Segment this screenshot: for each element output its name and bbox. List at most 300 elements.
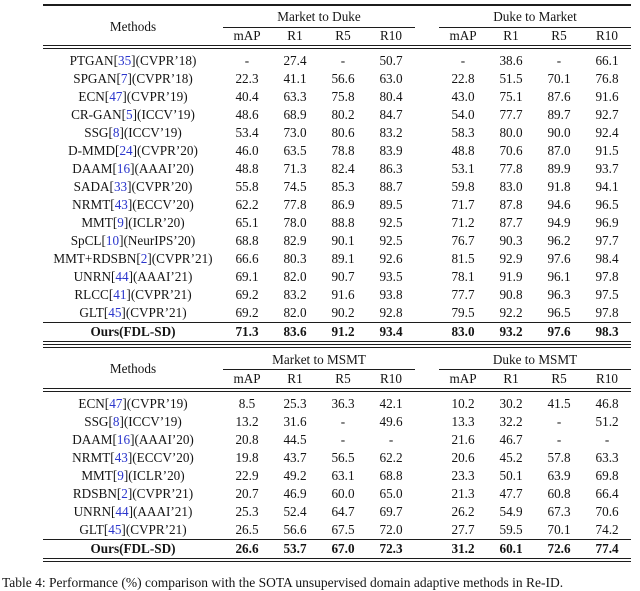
value-cell: 97.6 xyxy=(547,251,571,266)
method-cell: RDSBN[2](CVPR’21) xyxy=(72,485,194,501)
value-cell: 63.5 xyxy=(283,143,307,158)
value-cell: 83.6 xyxy=(271,323,319,344)
column-gap xyxy=(415,539,439,560)
value-cell: 44.5 xyxy=(283,431,307,447)
value-cell: 67.5 xyxy=(331,521,355,537)
column-gap xyxy=(415,449,439,467)
column-gap xyxy=(415,323,439,344)
column-header-r1: R1 xyxy=(271,370,319,390)
value-cell: - xyxy=(340,413,346,429)
value-cell: 41.5 xyxy=(547,395,571,411)
value-cell: 36.3 xyxy=(331,395,355,411)
value-cell: 69.7 xyxy=(379,503,403,519)
methods-column-header: Methods xyxy=(43,5,223,47)
value-cell: 62.2 xyxy=(235,197,259,212)
value-cell: 62.2 xyxy=(379,449,403,465)
value-cell: 72.0 xyxy=(379,521,403,537)
method-cell: PTGAN[35](CVPR’18) xyxy=(69,53,197,68)
value-cell: 92.9 xyxy=(499,251,523,266)
value-cell: 96.9 xyxy=(595,215,619,230)
column-gap xyxy=(415,286,439,304)
value-cell: 94.1 xyxy=(595,179,619,194)
method-cell: MMT[9](ICLR’20) xyxy=(81,215,185,230)
value-cell: 69.1 xyxy=(235,269,259,284)
column-gap xyxy=(415,348,439,390)
value-cell: 90.1 xyxy=(331,233,355,248)
value-cell: 42.1 xyxy=(379,395,403,411)
value-cell: 97.7 xyxy=(595,233,619,248)
column-gap xyxy=(415,250,439,268)
value-cell: 50.7 xyxy=(379,53,403,68)
citation-link[interactable]: 33 xyxy=(113,179,128,194)
citation-link[interactable]: 2 xyxy=(121,485,128,501)
value-cell: 30.2 xyxy=(499,395,523,411)
column-gap xyxy=(415,431,439,449)
citation-link[interactable]: 5 xyxy=(126,107,133,122)
citation-link[interactable]: 7 xyxy=(120,71,128,86)
value-cell: 73.0 xyxy=(283,125,307,140)
column-gap xyxy=(415,196,439,214)
value-cell: - xyxy=(556,431,562,447)
value-cell: 66.1 xyxy=(595,53,619,68)
value-cell: 63.9 xyxy=(547,467,571,483)
citation-link[interactable]: 43 xyxy=(114,197,128,212)
value-cell: 83.0 xyxy=(499,179,523,194)
value-cell: 20.6 xyxy=(451,449,475,465)
citation-link[interactable]: 9 xyxy=(117,215,124,230)
table-row xyxy=(43,250,631,268)
value-cell: 71.3 xyxy=(223,323,271,344)
table-row xyxy=(43,467,631,485)
value-cell: - xyxy=(556,53,562,68)
value-cell: 51.5 xyxy=(499,71,523,86)
citation-link[interactable]: 16 xyxy=(116,431,131,447)
method-cell: NRMT[43](ECCV’20) xyxy=(72,449,194,465)
value-cell: 22.8 xyxy=(451,71,475,86)
value-cell: 86.9 xyxy=(331,197,355,212)
value-cell: 91.5 xyxy=(595,143,619,158)
value-cell: 66.6 xyxy=(235,251,259,266)
value-cell: - xyxy=(460,53,466,68)
value-cell: - xyxy=(340,53,346,68)
value-cell: 77.7 xyxy=(451,287,475,302)
value-cell: 89.7 xyxy=(547,107,571,122)
value-cell: 68.8 xyxy=(379,467,403,483)
value-cell: 91.8 xyxy=(547,179,571,194)
table-row xyxy=(43,521,631,540)
value-cell: 71.2 xyxy=(451,215,475,230)
value-cell: 81.5 xyxy=(451,251,475,266)
column-header-r10: R10 xyxy=(583,27,631,47)
table-row xyxy=(43,431,631,449)
value-cell: 82.0 xyxy=(283,305,307,320)
value-cell: 90.3 xyxy=(499,233,523,248)
value-cell: 64.7 xyxy=(331,503,355,519)
value-cell: 92.5 xyxy=(379,233,403,248)
column-gap xyxy=(415,232,439,250)
value-cell: 49.2 xyxy=(283,467,307,483)
value-cell: 98.4 xyxy=(595,251,619,266)
column-header-r1: R1 xyxy=(487,27,535,47)
value-cell: 31.2 xyxy=(439,539,487,560)
value-cell: 83.2 xyxy=(283,287,307,302)
method-cell: RLCC[41](CVPR’21) xyxy=(74,287,192,302)
value-cell: 74.2 xyxy=(595,521,619,537)
value-cell: 92.5 xyxy=(379,215,403,230)
value-cell: 98.3 xyxy=(583,323,631,344)
value-cell: 67.3 xyxy=(547,503,571,519)
value-cell: 63.0 xyxy=(379,71,403,86)
table-row xyxy=(43,178,631,196)
value-cell: 77.8 xyxy=(283,197,307,212)
column-gap xyxy=(415,47,439,70)
value-cell: 19.8 xyxy=(235,449,259,465)
group-header-market-to-duke: Market to Duke xyxy=(223,5,415,27)
citation-link[interactable]: 2 xyxy=(140,251,148,266)
value-cell: 43.0 xyxy=(451,89,475,104)
method-cell: NRMT[43](ECCV’20) xyxy=(72,197,194,212)
value-cell: 10.2 xyxy=(451,395,475,411)
method-cell: SPGAN[7](CVPR’18) xyxy=(73,71,193,86)
column-gap xyxy=(415,178,439,196)
value-cell: 90.2 xyxy=(331,305,355,320)
group-header-duke-to-market: Duke to Market xyxy=(439,5,631,27)
value-cell: 78.8 xyxy=(331,143,355,158)
column-gap xyxy=(415,70,439,88)
value-cell: 58.3 xyxy=(451,125,475,140)
method-cell: ECN[47](CVPR’19) xyxy=(78,395,188,411)
value-cell: 60.8 xyxy=(547,485,571,501)
column-header-r1: R1 xyxy=(271,27,319,47)
value-cell: 92.2 xyxy=(499,305,523,320)
value-cell: 69.2 xyxy=(235,287,259,302)
citation-link[interactable]: 44 xyxy=(115,269,129,284)
value-cell: 27.7 xyxy=(451,521,475,537)
value-cell: 72.3 xyxy=(367,539,415,560)
column-header-r10: R10 xyxy=(367,370,415,390)
value-cell: 65.0 xyxy=(379,485,403,501)
value-cell: 76.7 xyxy=(451,233,475,248)
value-cell: 97.8 xyxy=(595,305,619,320)
citation-link[interactable]: 9 xyxy=(117,467,124,483)
value-cell: - xyxy=(244,53,250,68)
value-cell: 83.0 xyxy=(439,323,487,344)
value-cell: 53.1 xyxy=(451,161,475,176)
value-cell: 92.4 xyxy=(595,125,619,140)
column-header-r5: R5 xyxy=(319,27,367,47)
value-cell: 82.0 xyxy=(283,269,307,284)
value-cell: 63.3 xyxy=(595,449,619,465)
table-row xyxy=(43,196,631,214)
value-cell: 92.8 xyxy=(379,305,403,320)
value-cell: 93.5 xyxy=(379,269,403,284)
value-cell: 52.4 xyxy=(283,503,307,519)
value-cell: 94.9 xyxy=(547,215,571,230)
value-cell: 78.1 xyxy=(451,269,475,284)
value-cell: 93.2 xyxy=(487,323,535,344)
value-cell: 20.7 xyxy=(235,485,259,501)
value-cell: 53.4 xyxy=(235,125,259,140)
value-cell: 97.5 xyxy=(595,287,619,302)
citation-link[interactable]: 41 xyxy=(113,287,127,302)
value-cell: 90.0 xyxy=(547,125,571,140)
value-cell: 74.5 xyxy=(283,179,307,194)
table-row xyxy=(43,286,631,304)
column-gap xyxy=(415,390,439,413)
value-cell: 93.4 xyxy=(367,323,415,344)
table-row xyxy=(43,539,631,560)
value-cell: 72.6 xyxy=(535,539,583,560)
value-cell: 97.8 xyxy=(595,269,619,284)
value-cell: 77.7 xyxy=(499,107,523,122)
table-caption: Table 4: Performance (%) comparison with the SOTA unsupervised domain adaptive methods in Re-ID. xyxy=(2,574,564,590)
method-cell: DAAM[16](AAAI’20) xyxy=(72,431,194,447)
value-cell: 89.5 xyxy=(379,197,403,212)
column-header-r5: R5 xyxy=(535,370,583,390)
value-cell: 46.8 xyxy=(595,395,619,411)
value-cell: 51.2 xyxy=(595,413,619,429)
value-cell: 23.3 xyxy=(451,467,475,483)
column-gap xyxy=(415,413,439,431)
value-cell: 75.8 xyxy=(331,89,355,104)
value-cell: 71.7 xyxy=(451,197,475,212)
value-cell: 22.9 xyxy=(235,467,259,483)
method-cell: GLT[45](CVPR’21) xyxy=(79,521,187,537)
column-gap xyxy=(415,88,439,106)
value-cell: 93.8 xyxy=(379,287,403,302)
value-cell: 80.4 xyxy=(379,89,403,104)
value-cell: 53.7 xyxy=(271,539,319,560)
value-cell: 88.7 xyxy=(379,179,403,194)
value-cell: 78.0 xyxy=(283,215,307,230)
value-cell: 46.7 xyxy=(499,431,523,447)
citation-link[interactable]: 45 xyxy=(108,305,122,320)
citation-link[interactable]: 45 xyxy=(108,521,122,537)
value-cell: 45.2 xyxy=(499,449,523,465)
value-cell: 50.1 xyxy=(499,467,523,483)
methods-column-header: Methods xyxy=(43,348,223,390)
value-cell: 91.2 xyxy=(319,323,367,344)
column-gap xyxy=(415,142,439,160)
value-cell: 54.9 xyxy=(499,503,523,519)
method-cell: UNRN[44](AAAI’21) xyxy=(73,503,193,519)
value-cell: 20.8 xyxy=(235,431,259,447)
value-cell: 13.2 xyxy=(235,413,259,429)
value-cell: 96.5 xyxy=(547,305,571,320)
results-table-msmt xyxy=(43,347,631,562)
citation-link[interactable]: 16 xyxy=(116,161,131,176)
value-cell: 56.5 xyxy=(331,449,355,465)
value-cell: 82.4 xyxy=(331,161,355,176)
value-cell: 87.7 xyxy=(499,215,523,230)
method-cell: MMT[9](ICLR’20) xyxy=(81,467,185,483)
value-cell: 31.6 xyxy=(283,413,307,429)
value-cell: 46.9 xyxy=(283,485,307,501)
value-cell: 70.1 xyxy=(547,521,571,537)
value-cell: 47.7 xyxy=(499,485,523,501)
table-row xyxy=(43,47,631,70)
method-cell: SADA[33](CVPR’20) xyxy=(73,179,193,194)
value-cell: 63.1 xyxy=(331,467,355,483)
value-cell: 25.3 xyxy=(235,503,259,519)
value-cell: 80.2 xyxy=(331,107,355,122)
column-header-r5: R5 xyxy=(319,370,367,390)
method-cell: UNRN[44](AAAI’21) xyxy=(73,269,193,284)
value-cell: 56.6 xyxy=(283,521,307,537)
value-cell: 67.0 xyxy=(319,539,367,560)
column-gap xyxy=(415,5,439,47)
column-gap xyxy=(415,467,439,485)
value-cell: 68.9 xyxy=(283,107,307,122)
column-gap xyxy=(415,124,439,142)
value-cell: - xyxy=(556,413,562,429)
table-row xyxy=(43,106,631,124)
table-row xyxy=(43,304,631,323)
value-cell: 90.8 xyxy=(499,287,523,302)
column-header-map: mAP xyxy=(223,27,271,47)
table-row xyxy=(43,413,631,431)
citation-link[interactable]: 35 xyxy=(117,53,132,68)
value-cell: 65.1 xyxy=(235,215,259,230)
column-header-r10: R10 xyxy=(367,27,415,47)
value-cell: 59.5 xyxy=(499,521,523,537)
value-cell: 83.2 xyxy=(379,125,403,140)
value-cell: 87.8 xyxy=(499,197,523,212)
value-cell: 90.7 xyxy=(331,269,355,284)
value-cell: 26.6 xyxy=(223,539,271,560)
column-gap xyxy=(415,214,439,232)
value-cell: 22.3 xyxy=(235,71,259,86)
value-cell: 59.8 xyxy=(451,179,475,194)
value-cell: 69.2 xyxy=(235,305,259,320)
value-cell: 85.3 xyxy=(331,179,355,194)
value-cell: 43.7 xyxy=(283,449,307,465)
value-cell: 79.5 xyxy=(451,305,475,320)
value-cell: 96.2 xyxy=(547,233,571,248)
citation-link[interactable]: 24 xyxy=(119,143,133,158)
value-cell: 91.9 xyxy=(499,269,523,284)
column-gap xyxy=(415,503,439,521)
value-cell: 94.6 xyxy=(547,197,571,212)
table-row xyxy=(43,160,631,178)
value-cell: 49.6 xyxy=(379,413,403,429)
value-cell: 48.8 xyxy=(235,161,259,176)
value-cell: 86.3 xyxy=(379,161,403,176)
value-cell: 48.8 xyxy=(451,143,475,158)
value-cell: 46.0 xyxy=(235,143,259,158)
value-cell: 97.6 xyxy=(535,323,583,344)
value-cell: 55.8 xyxy=(235,179,259,194)
value-cell: 80.6 xyxy=(331,125,355,140)
column-gap xyxy=(415,304,439,323)
method-cell: SSG[8](ICCV’19) xyxy=(84,413,182,429)
method-cell: Ours(FDL-SD) xyxy=(43,539,223,560)
citation-link[interactable]: 47 xyxy=(109,395,123,411)
table-row xyxy=(43,214,631,232)
table-row xyxy=(43,390,631,413)
column-gap xyxy=(415,521,439,540)
value-cell: 32.2 xyxy=(499,413,523,429)
table-row xyxy=(43,503,631,521)
value-cell: 25.3 xyxy=(283,395,307,411)
column-gap xyxy=(415,268,439,286)
value-cell: 66.4 xyxy=(595,485,619,501)
table-row xyxy=(43,142,631,160)
table-row xyxy=(43,124,631,142)
method-cell: ECN[47](CVPR’19) xyxy=(78,89,188,104)
value-cell: - xyxy=(340,431,346,447)
table-row xyxy=(43,485,631,503)
table-row xyxy=(43,232,631,250)
citation-link[interactable]: 44 xyxy=(115,503,129,519)
column-gap xyxy=(415,160,439,178)
value-cell: 26.5 xyxy=(235,521,259,537)
column-gap xyxy=(415,106,439,124)
value-cell: 60.0 xyxy=(331,485,355,501)
method-cell: CR-GAN[5](ICCV’19) xyxy=(71,107,195,122)
value-cell: 80.3 xyxy=(283,251,307,266)
value-cell: 88.8 xyxy=(331,215,355,230)
method-cell: D-MMD[24](CVPR’20) xyxy=(68,143,198,158)
value-cell: 48.6 xyxy=(235,107,259,122)
citation-link[interactable]: 8 xyxy=(112,125,120,140)
group-header-market-to-msmt: Market to MSMT xyxy=(223,348,415,370)
value-cell: 91.6 xyxy=(331,287,355,302)
table-row xyxy=(43,88,631,106)
value-cell: 21.3 xyxy=(451,485,475,501)
value-cell: 38.6 xyxy=(499,53,523,68)
citation-link[interactable]: 43 xyxy=(114,449,128,465)
value-cell: 87.0 xyxy=(547,143,571,158)
value-cell: 21.6 xyxy=(451,431,475,447)
value-cell: - xyxy=(604,431,610,447)
value-cell: 70.1 xyxy=(547,71,571,86)
value-cell: 77.8 xyxy=(499,161,523,176)
table-row xyxy=(43,449,631,467)
citation-link[interactable]: 8 xyxy=(112,413,120,429)
value-cell: 80.0 xyxy=(499,125,523,140)
value-cell: 96.5 xyxy=(595,197,619,212)
value-cell: 8.5 xyxy=(238,395,256,411)
value-cell: 57.8 xyxy=(547,449,571,465)
value-cell: 83.9 xyxy=(379,143,403,158)
value-cell: 89.1 xyxy=(331,251,355,266)
column-header-map: mAP xyxy=(223,370,271,390)
value-cell: 96.1 xyxy=(547,269,571,284)
method-cell: GLT[45](CVPR’21) xyxy=(79,305,187,320)
method-cell: SSG[8](ICCV’19) xyxy=(84,125,182,140)
column-header-r5: R5 xyxy=(535,27,583,47)
table-row xyxy=(43,268,631,286)
group-header-duke-to-msmt: Duke to MSMT xyxy=(439,348,631,370)
citation-link[interactable]: 47 xyxy=(109,89,123,104)
column-header-r10: R10 xyxy=(583,370,631,390)
value-cell: 60.1 xyxy=(487,539,535,560)
column-header-map: mAP xyxy=(439,27,487,47)
citation-link[interactable]: 10 xyxy=(105,233,120,248)
value-cell: 87.6 xyxy=(547,89,571,104)
value-cell: 77.4 xyxy=(583,539,631,560)
value-cell: 56.6 xyxy=(331,71,355,86)
column-header-r1: R1 xyxy=(487,370,535,390)
value-cell: 54.0 xyxy=(451,107,475,122)
method-cell: DAAM[16](AAAI’20) xyxy=(72,161,194,176)
value-cell: 82.9 xyxy=(283,233,307,248)
value-cell: 70.6 xyxy=(595,503,619,519)
value-cell: - xyxy=(388,431,394,447)
value-cell: 84.7 xyxy=(379,107,403,122)
value-cell: 71.3 xyxy=(283,161,307,176)
